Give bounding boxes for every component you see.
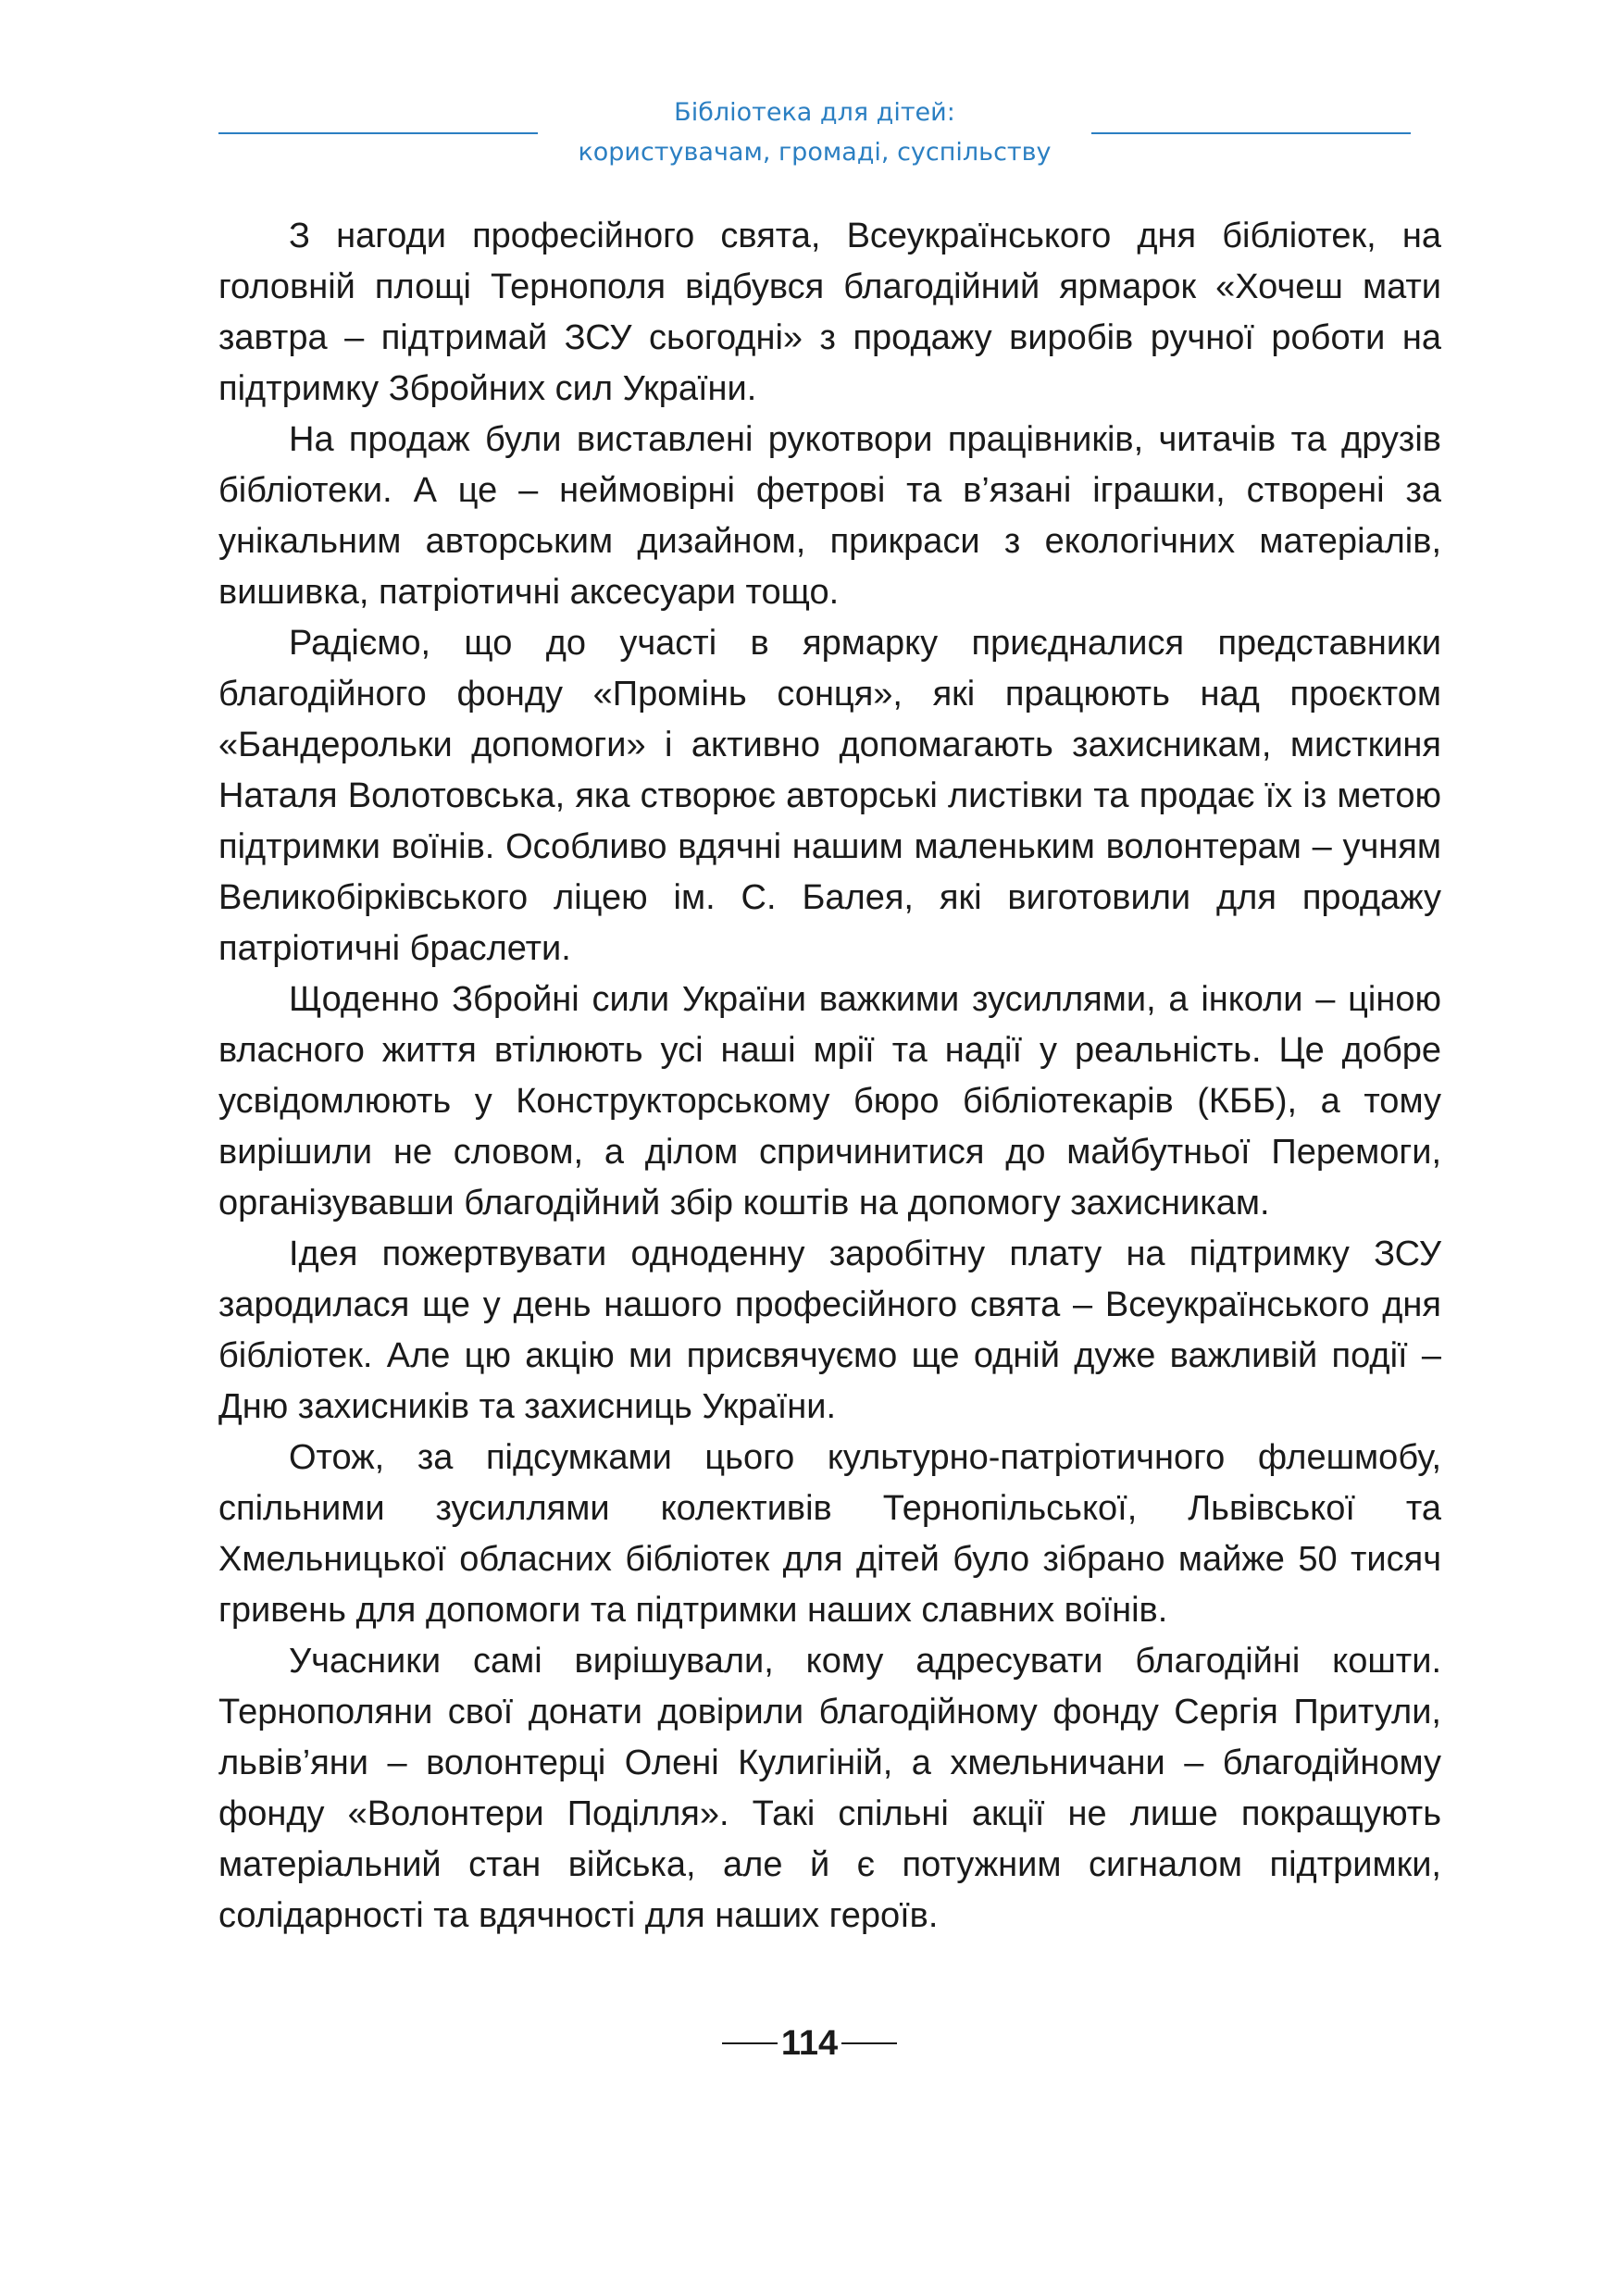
page-footer — [0, 2016, 1619, 2071]
paragraph-5: Ідея пожертвувати одноденну заробітну плату на підтримку ЗСУ зародилася ще у день нашого професійного свята – Всеукраїнського дня бібліотек. Але цю акцію ми присвячуємо ще одній дуже важливій події – Дню захисників та захисниць України. — [218, 1235, 1441, 1426]
header-title — [538, 93, 1091, 172]
body-text — [218, 211, 1441, 1942]
footer-dash-left — [722, 2042, 778, 2044]
paragraph-4: Щоденно Збройні сили України важкими зусиллями, а інколи – ціною власного життя втілюють усі наші мрії та надії у реальність. Це добре усвідомлюють у Конструкторському бюро бібліотекарів (КББ), а тому вирішили не словом, а ділом спричинитися до майбутньої Перемоги, організувавши благодійний збір коштів на допомогу захисникам. — [218, 980, 1441, 1222]
paragraph-1: З нагоди професійного свята, Всеукраїнського дня бібліотек, на головній площі Тернополя відбувся благодійний ярмарок «Хочеш мати завтра – підтримай ЗСУ сьогодні» з продажу виробів ручної роботи на підтримку Збройних сил України. — [218, 217, 1441, 408]
header-rule-right — [1091, 132, 1411, 134]
running-header — [218, 93, 1411, 176]
paragraph-2: На продаж були виставлені рукотвори працівників, читачів та друзів бібліотеки. А це – неймовірні фетрові та в’язані іграшки, створені за унікальним авторським дизайном, прикраси з екологічних матеріалів, вишивка, патріотичні аксесуари тощо. — [218, 420, 1441, 612]
paragraph-7: Учасники самі вирішували, кому адресувати благодійні кошти. Тернополяни свої донати довірили благодійному фонду Сергія Притули, львів’яни – волонтерці Олені Кулигіній, а хмельничани – благодійному фонду «Волонтери Поділля». Такі спільні акції не лише покращують матеріальний стан війська, але й є потужним сигналом підтримки, солідарності та вдячності для наших героїв. — [218, 1642, 1441, 1935]
paragraph-6: Отож, за підсумками цього культурно-патріотичного флешмобу, спільними зусиллями колективів Тернопільської, Львівської та Хмельницької обласних бібліотек для дітей було зібрано майже 50 тисяч гривень для допомоги та підтримки наших славних воїнів. — [218, 1438, 1441, 1630]
header-rule-left — [218, 132, 538, 134]
header-title-line-2: користувачам, громаді, суспільству — [578, 138, 1052, 167]
footer-dash-right — [841, 2042, 897, 2044]
paragraph-3: Радіємо, що до участі в ярмарку приєдналися представники благодійного фонду «Промінь сонця», які працюють над проєктом «Бандерольки допомоги» і активно допомагають захисникам, мисткиня Наталя Волотовська, яка створює авторські листівки та продає їх із метою підтримки воїнів. Особливо вдячні нашим маленьким волонтерам – учням Великобірківського ліцею ім. С. Балея, які виготовили для продажу патріотичні браслети. — [218, 624, 1441, 968]
header-title-line-1: Бібліотека для дітей: — [674, 98, 955, 127]
page-number: 114 — [780, 2024, 839, 2063]
